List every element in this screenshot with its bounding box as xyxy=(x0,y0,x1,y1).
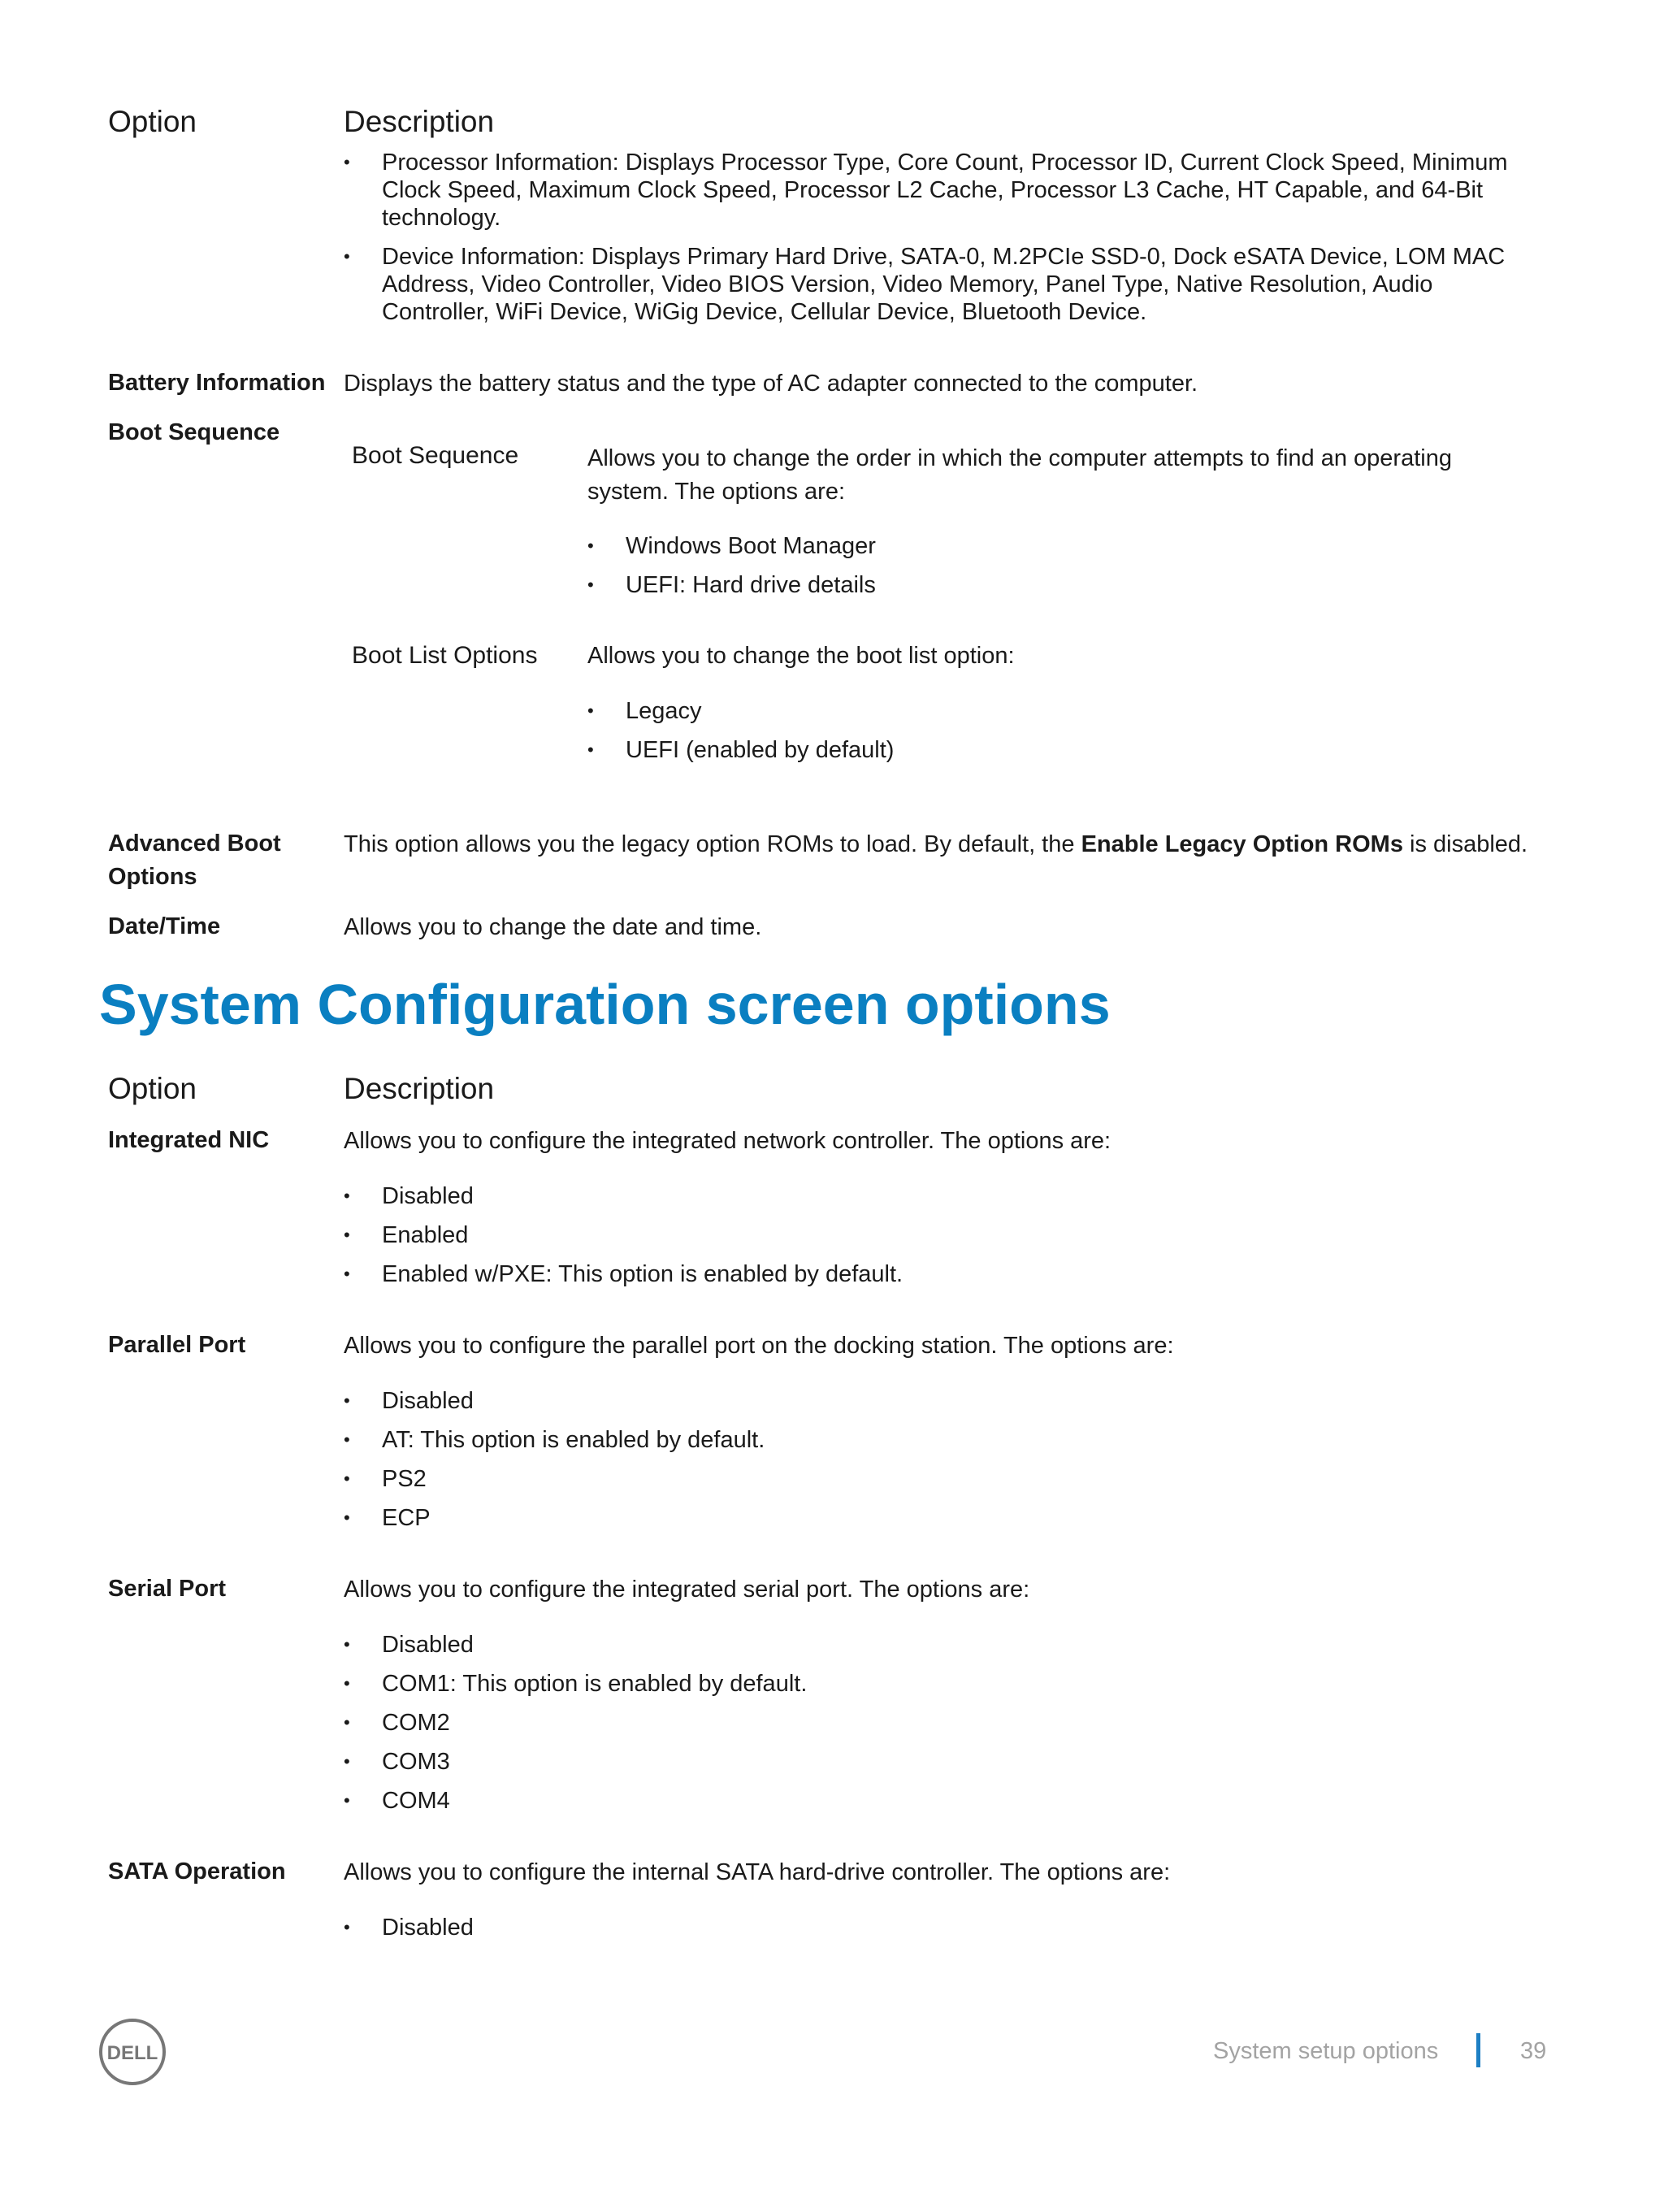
bullet-icon: • xyxy=(344,1673,350,1694)
table1-option-header: Option xyxy=(108,105,197,138)
bullet-icon: • xyxy=(344,1634,350,1655)
option-uefi-hard-drive: UEFI: Hard drive details xyxy=(626,572,876,598)
option-text: Disabled xyxy=(382,1183,474,1209)
bullet-icon: • xyxy=(344,1507,350,1528)
footer-section-name: System setup options xyxy=(1213,2038,1439,2064)
date-time-desc: Allows you to change the date and time. xyxy=(344,914,762,940)
boot-sequence-label: Boot Sequence xyxy=(108,419,280,445)
advanced-boot-desc-text: This option allows you the legacy option ROMs to load. By default, the xyxy=(344,831,1081,857)
parallel-port-label: Parallel Port xyxy=(108,1332,246,1358)
bullet-icon: • xyxy=(587,700,594,721)
option-text: Enabled w/PXE: This option is enabled by default. xyxy=(382,1261,904,1287)
bullet-icon: • xyxy=(344,1390,350,1411)
svg-text:DELL: DELL xyxy=(106,2042,158,2064)
page-number: 39 xyxy=(1520,2038,1547,2064)
serial-port-desc: Allows you to configure the integrated serial port. The options are: xyxy=(344,1577,1030,1603)
boot-sequence-sub-label: Boot Sequence xyxy=(352,442,519,469)
integrated-nic-label: Integrated NIC xyxy=(108,1127,270,1153)
option-text: Enabled xyxy=(382,1222,469,1248)
option-text: Disabled xyxy=(382,1632,474,1658)
bullet-icon: • xyxy=(344,246,350,267)
option-text: ECP xyxy=(382,1505,431,1531)
bullet-icon: • xyxy=(344,152,350,172)
battery-information-desc: Displays the battery status and the type of AC adapter connected to the computer. xyxy=(344,371,1198,397)
option-text: COM3 xyxy=(382,1749,450,1775)
option-text: COM4 xyxy=(382,1788,450,1814)
bullet-icon: • xyxy=(344,1225,350,1245)
bullet-icon: • xyxy=(344,1917,350,1937)
section-title: System Configuration screen options xyxy=(99,973,1111,1036)
list-item xyxy=(344,149,1514,232)
boot-list-options-desc: Allows you to change the boot list option: xyxy=(587,643,1015,669)
option-windows-boot-manager: Windows Boot Manager xyxy=(626,533,876,559)
bullet-icon: • xyxy=(344,1790,350,1811)
option-text: AT: This option is enabled by default. xyxy=(382,1427,765,1453)
date-time-label: Date/Time xyxy=(108,913,221,939)
bullet-icon: • xyxy=(344,1468,350,1489)
processor-info-text: Processor Information: Displays Processor Type, Core Count, Processor ID, Current Clock Speed, Minimum Clock Speed, Maximum Clock Speed, Processor L2 Cache, Processor L3 Cache, HT Capable, and 64-Bit technology. xyxy=(382,150,1508,231)
advanced-boot-desc-end: is disabled. xyxy=(1402,831,1528,857)
serial-port-label: Serial Port xyxy=(108,1576,227,1602)
integrated-nic-desc: Allows you to configure the integrated network controller. The options are: xyxy=(344,1128,1112,1154)
option-text: COM2 xyxy=(382,1710,450,1736)
bullet-icon: • xyxy=(344,1264,350,1284)
battery-information-label: Battery Information xyxy=(108,370,326,396)
footer-divider xyxy=(1476,2033,1480,2067)
bullet-icon: • xyxy=(344,1429,350,1450)
option-text: Disabled xyxy=(382,1915,474,1941)
option-text: COM1: This option is enabled by default. xyxy=(382,1671,808,1697)
bullet-icon: • xyxy=(587,740,594,760)
table1-description-header: Description xyxy=(344,105,495,138)
option-uefi: UEFI (enabled by default) xyxy=(626,737,895,763)
bullet-icon: • xyxy=(344,1712,350,1733)
sata-operation-desc: Allows you to configure the internal SATA hard-drive controller. The options are: xyxy=(344,1859,1171,1885)
advanced-boot-options-label xyxy=(108,827,281,894)
bullet-icon: • xyxy=(344,1186,350,1206)
parallel-port-desc: Allows you to configure the parallel port on the docking station. The options are: xyxy=(344,1333,1174,1359)
bullet-icon: • xyxy=(344,1751,350,1772)
bullet-icon: • xyxy=(587,536,594,556)
enable-legacy-option-roms-text: Enable Legacy Option ROMs xyxy=(1081,831,1403,857)
table2-option-header: Option xyxy=(108,1072,197,1105)
boot-list-options-label: Boot List Options xyxy=(352,642,538,669)
device-info-text: Device Information: Displays Primary Hard Drive, SATA-0, M.2PCIe SSD-0, Dock eSATA Device, LOM MAC Address, Video Controller, Video BIOS Version, Video Memory, Panel Type, Native Resolution, Audio Controller, WiFi Device, WiGig Device, Cellular Device, Bluetooth Device. xyxy=(382,244,1506,325)
advanced-boot-label-line1: Advanced Boot xyxy=(108,831,281,857)
advanced-boot-label-line2: Options xyxy=(108,864,197,890)
sata-operation-label: SATA Operation xyxy=(108,1859,286,1885)
dell-logo-icon xyxy=(98,2017,167,2087)
option-text: Disabled xyxy=(382,1388,474,1414)
list-item xyxy=(344,243,1514,326)
boot-sequence-sub-desc: Allows you to change the order in which the computer attempts to find an operating system. The options are: xyxy=(587,445,1452,505)
bullet-icon: • xyxy=(587,575,594,595)
option-text: PS2 xyxy=(382,1466,427,1492)
advanced-boot-options-desc xyxy=(344,831,1538,858)
option-legacy: Legacy xyxy=(626,698,702,724)
table2-description-header: Description xyxy=(344,1072,495,1105)
